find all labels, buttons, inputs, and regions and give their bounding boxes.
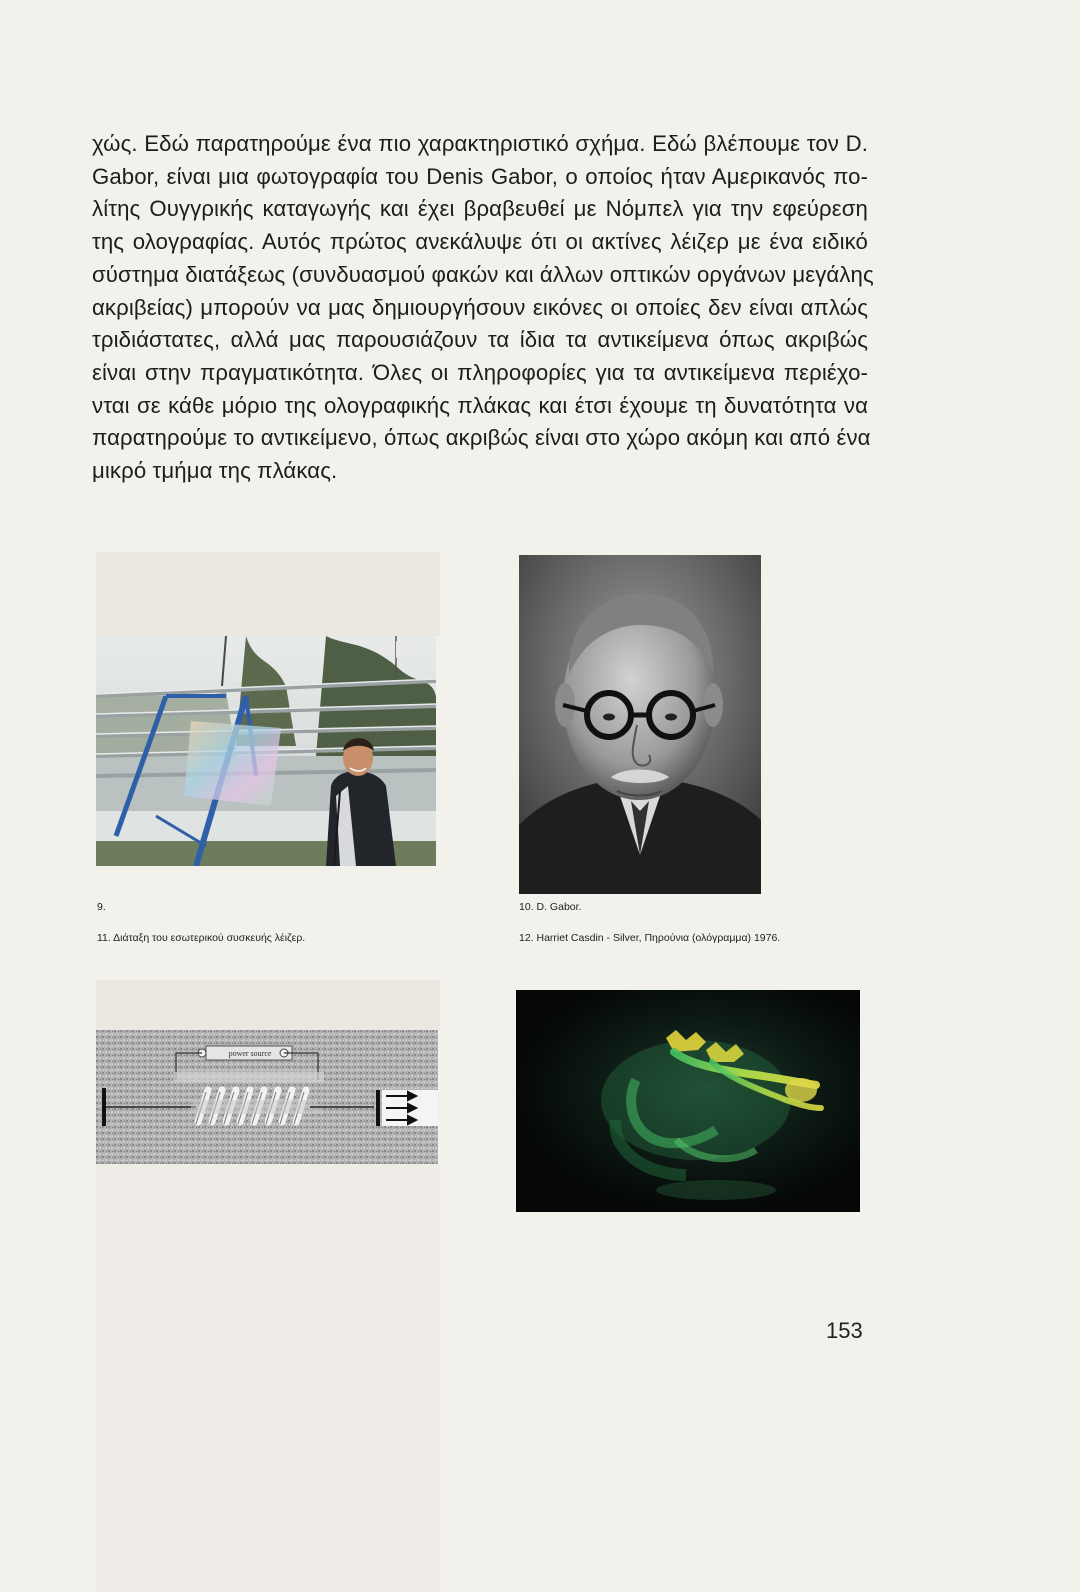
show-through-area (96, 980, 440, 1030)
text-line: είναι στην πραγματικότητα. Όλες οι πληροφορίες για τα αντικείμενα περιέχο- (92, 359, 868, 385)
body-paragraph (92, 128, 874, 488)
photo-gabor-portrait (519, 555, 761, 894)
figure-caption-10: 10. D. Gabor. (519, 901, 582, 913)
page-number: 153 (826, 1318, 863, 1343)
figure-caption-12: 12. Harriet Casdin - Silver, Πηρούνια (ολόγραμμα) 1976. (519, 932, 781, 944)
text-line: σύστημα διατάξεως (συνδυασμού φακών και άλλων οπτικών οργάνων μεγάλης (92, 261, 874, 287)
text-line: μικρό τμήμα της πλάκας. (92, 458, 338, 484)
text-line: της ολογραφίας. Αυτός πρώτος ανεκάλυψε ότι οι ακτίνες λέιζερ με ένα ειδικό (92, 229, 868, 255)
figure-caption-9: 9. (97, 901, 106, 913)
diagram-laser-device (96, 1030, 438, 1164)
diagram-label-power-source: power source (228, 1049, 272, 1058)
text-line: νται σε κάθε μόριο της ολογραφικής πλάκας και έτσι έχουμε τη δυνατότητα να (92, 392, 868, 418)
show-through-area (96, 552, 440, 636)
text-line: λίτης Ουγγρικής καταγωγής και έχει βραβευθεί με Νόμπελ για την εφεύρεση (92, 196, 868, 222)
text-line: ακριβείας) μπορούν να μας δημιουργήσουν εικόνες οι οποίες δεν είναι απλώς (92, 294, 868, 320)
show-through-area (96, 1164, 440, 1592)
photo-hologram-forks-graphic (516, 990, 860, 1212)
text-line: τριδιάστατες, αλλά μας παρουσιάζουν τα ίδια τα αντικείμενα όπως ακριβώς (92, 327, 868, 353)
photo-hologram-installation (96, 636, 436, 866)
text-line: παρατηρούμε το αντικείμενο, όπως ακριβώς είναι στο χώρο ακόμη και από ένα (92, 425, 871, 451)
photo-hologram-installation-graphic (96, 636, 436, 866)
figure-caption-11: 11. Διάταξη του εσωτερικού συσκευής λέιζερ. (97, 932, 306, 944)
text-line: Gabor, είναι μια φωτογραφία του Denis Gabor, ο οποίος ήταν Αμερικανός πο- (92, 163, 868, 189)
text-line: χώς. Εδώ παρατηρούμε ένα πιο χαρακτηριστικό σχήμα. Εδώ βλέπουμε τον D. (92, 131, 868, 156)
photo-hologram-forks (516, 990, 860, 1212)
photo-gabor-portrait-graphic (519, 555, 761, 894)
